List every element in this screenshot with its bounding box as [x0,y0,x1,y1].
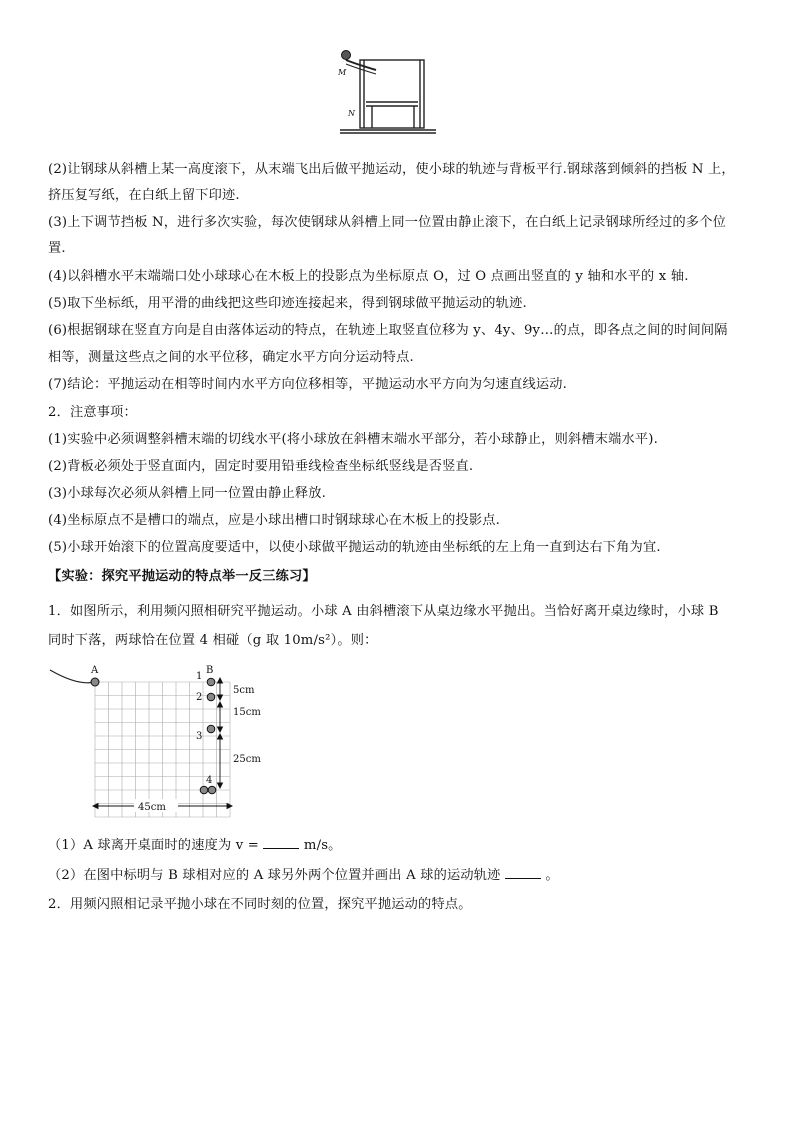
ball-b-pos-1 [207,678,215,686]
label-a: A [91,665,99,676]
pos-label-4: 4 [206,775,213,786]
question-1-sub-1 [48,836,758,855]
note-2: (2)背板必须处于竖直面内，固定时要用铅垂线检查坐标纸竖线是否竖直. [48,459,474,474]
note-5: (5)小球开始滚下的位置高度要适中，以使小球做平抛运动的轨迹由坐标纸的左上角一直到达右下角为宜. [48,540,661,555]
pos-label-3: 3 [196,731,203,742]
question-1-sub-2 [48,866,758,885]
grid-lines [95,682,230,817]
label-m: M [338,68,347,77]
step-6-line-2: 相等，测量这些点之间的水平位移，确定水平方向分运动特点. [48,350,414,365]
step-3-line-1: (3)上下调节挡板 N，进行多次实验，每次使钢球从斜槽上同一位置由静止滚下，在白纸上记录钢球所经过的多个位 [48,215,727,230]
ball-pos-4-a [200,786,208,794]
step-3-line-2: 置. [48,241,66,256]
ball-a [91,678,99,686]
table-edge-curve [50,670,94,683]
pos-label-1: 1 [196,671,203,682]
label-n: N [348,109,355,118]
note-4: (4)坐标原点不是槽口的端点，应是小球出槽口时钢球球心在木板上的投影点. [48,513,501,528]
exercise-title: 【实验：探究平抛运动的特点举一反三练习】 [48,569,316,584]
ball-b-pos-2 [207,693,215,701]
dim-15cm: 15cm [233,707,261,718]
answer-blank-velocity[interactable] [263,836,299,849]
pos-label-2: 2 [196,692,203,703]
step-7: (7)结论：平抛运动在相等时间内水平方向位移相等，平抛运动水平方向为匀速直线运动. [48,377,568,392]
answer-blank-trajectory[interactable] [505,866,541,879]
question-2: 2．用频闪照相记录平抛小球在不同时刻的位置，探究平抛运动的特点。 [48,897,472,912]
apparatus-diagram [336,46,442,138]
ball-b-pos-3 [207,725,215,733]
ball-pos-4-b [208,786,216,794]
note-3: (3)小球每次必须从斜槽上同一位置由静止释放. [48,486,327,501]
step-6-line-1: (6)根据钢球在竖直方向是自由落体运动的特点，在轨迹上取竖直位移为 y、4y、9y…的点，即各点之间的时间间隔 [48,323,728,338]
step-5: (5)取下坐标纸，用平滑的曲线把这些印迹连接起来，得到钢球做平抛运动的轨迹. [48,296,527,311]
flash-photo-figure [48,662,280,818]
dim-5cm: 5cm [233,685,255,696]
question-1-line-2: 同时下落，两球恰在位置 4 相碰（g 取 10m/s²）。则： [48,633,378,648]
sub-1-unit: m/s。 [303,838,342,853]
step-2-line-1: (2)让钢球从斜槽上某一高度滚下，从末端飞出后做平抛运动，使小球的轨迹与背板平行.钢球落到倾斜的挡板 N 上， [48,162,735,177]
sub-2-end: 。 [545,868,559,883]
step-2-line-2: 挤压复写纸，在白纸上留下印迹. [48,188,240,203]
step-4: (4)以斜槽水平末端端口处小球球心在木板上的投影点为坐标原点 O，过 O 点画出竖直的 y 轴和水平的 x 轴. [48,269,689,284]
label-b: B [206,665,214,676]
dim-25cm: 25cm [233,754,261,765]
dim-45cm: 45cm [138,802,166,813]
notes-heading: 2．注意事项： [48,405,137,420]
question-1-line-1: 1．如图所示，利用频闪照相研究平抛运动。小球 A 由斜槽滚下从桌边缘水平抛出。当恰好离开桌边缘时，小球 B [48,604,719,619]
note-1: (1)实验中必须调整斜槽末端的切线水平(将小球放在斜槽末端水平部分，若小球静止，则斜槽末端水平). [48,432,659,447]
sub-2-text: （2）在图中标明与 B 球相对应的 A 球另外两个位置并画出 A 球的运动轨迹 [48,868,501,883]
sub-1-text: （1）A 球离开桌面时的速度为 v = [48,838,260,853]
